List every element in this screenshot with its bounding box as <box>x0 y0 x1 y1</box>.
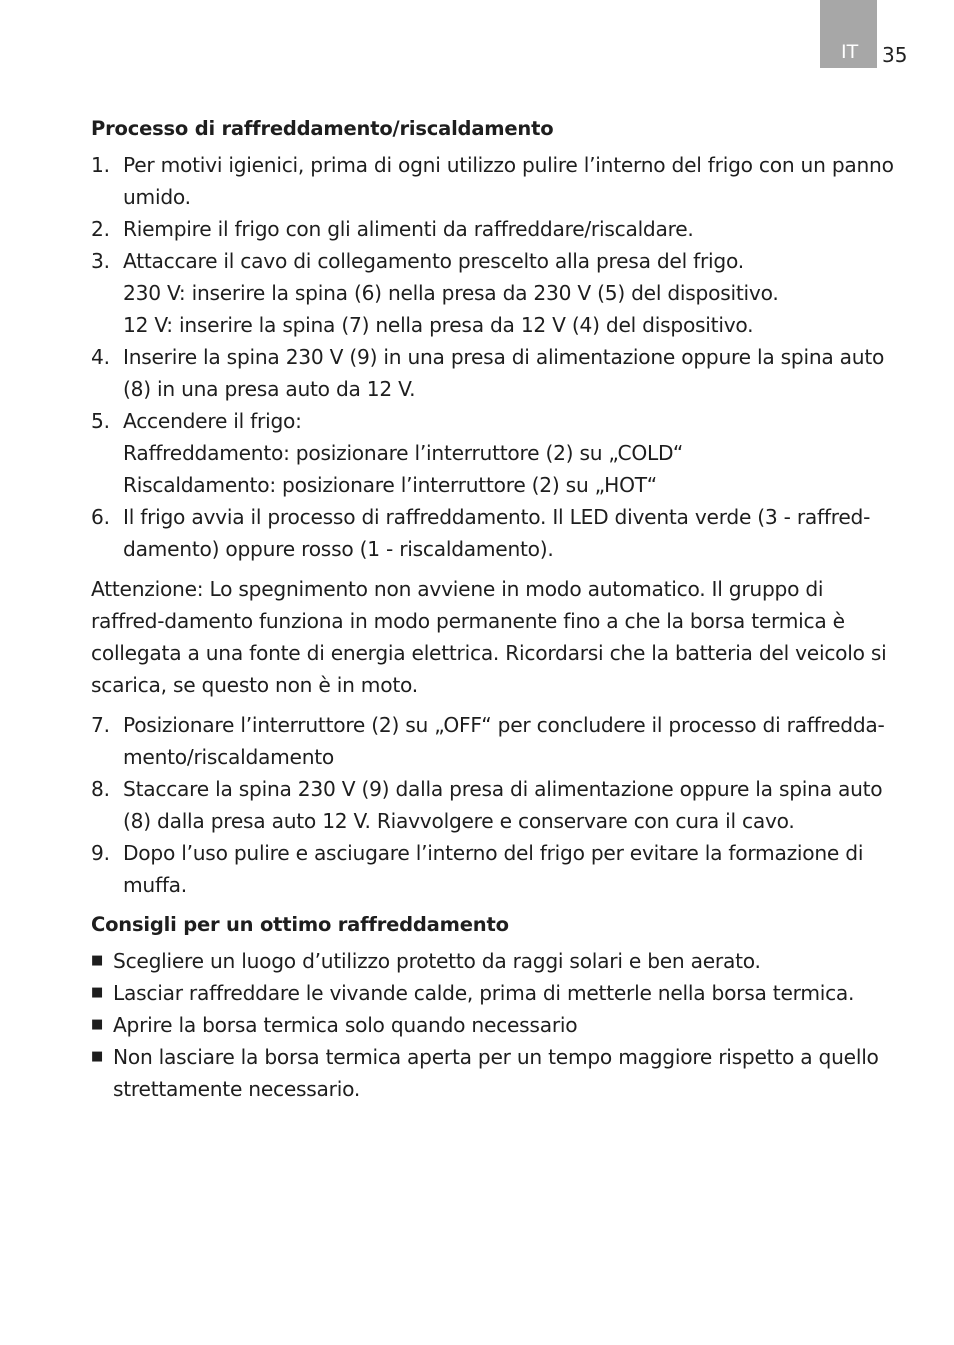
step-text: Posizionare l’interruttore (2) su „OFF“ per concludere il processo di raffredda-mento/riscaldamento <box>123 713 885 769</box>
tip-item <box>91 977 901 1009</box>
step-text: Il frigo avvia il processo di raffreddamento. Il LED diventa verde (3 - raffred-damento) oppure rosso (1 - riscaldamento). <box>123 505 871 561</box>
attention-note: Attenzione: Lo spegnimento non avviene in modo automatico. Il gruppo di raffred-damento funziona in modo permanente fino a che la borsa termica è collegata a una fonte di energia elettrica. Ricordarsi che la batteria del veicolo si scarica, se questo non è in moto. <box>91 577 887 697</box>
step-text: Attaccare il cavo di collegamento prescelto alla presa del frigo. <box>123 249 744 273</box>
step-9 <box>91 837 901 901</box>
page-content <box>91 113 901 1105</box>
step-number: 6. <box>91 505 110 529</box>
step-number: 9. <box>91 841 110 865</box>
step-5 <box>91 405 901 501</box>
tip-text: Scegliere un luogo d’utilizzo protetto da raggi solari e ben aerato. <box>113 949 761 973</box>
section-title-cooling-heating: Processo di raffreddamento/riscaldamento <box>91 117 554 140</box>
step-3 <box>91 245 901 341</box>
step-subline-hot: Riscaldamento: posizionare l’interruttore (2) su „HOT“ <box>123 473 658 497</box>
section-title-cooling-tips: Consigli per un ottimo raffreddamento <box>91 913 509 936</box>
square-bullet-icon: ■ <box>91 1017 104 1032</box>
steps-list-part-2 <box>91 709 901 901</box>
step-4 <box>91 341 901 405</box>
page-number: 35 <box>882 43 908 67</box>
step-number: 7. <box>91 713 110 737</box>
step-text: Dopo l’uso pulire e asciugare l’interno del frigo per evitare la formazione di muffa. <box>123 841 864 897</box>
step-number: 4. <box>91 345 110 369</box>
step-2 <box>91 213 901 245</box>
step-number: 5. <box>91 409 110 433</box>
square-bullet-icon: ■ <box>91 1049 104 1064</box>
language-label: IT <box>841 41 859 63</box>
language-tab <box>820 0 877 68</box>
tip-text: Aprire la borsa termica solo quando necessario <box>113 1013 578 1037</box>
tip-text: Lasciar raffreddare le vivande calde, prima di metterle nella borsa termica. <box>113 981 855 1005</box>
step-number: 2. <box>91 217 110 241</box>
step-text: Accendere il frigo: <box>123 409 302 433</box>
step-text: Inserire la spina 230 V (9) in una presa di alimentazione oppure la spina auto (8) in una presa auto da 12 V. <box>123 345 885 401</box>
step-text: Staccare la spina 230 V (9) dalla presa di alimentazione oppure la spina auto (8) dalla presa auto 12 V. Riavvolgere e conservare con cura il cavo. <box>123 777 883 833</box>
step-subline-230v: 230 V: inserire la spina (6) nella presa da 230 V (5) del dispositivo. <box>123 281 779 305</box>
step-subline-cold: Raffreddamento: posizionare l’interruttore (2) su „COLD“ <box>123 441 684 465</box>
steps-list-part-1 <box>91 149 901 565</box>
step-number: 3. <box>91 249 110 273</box>
square-bullet-icon: ■ <box>91 953 104 968</box>
step-subline-12v: 12 V: inserire la spina (7) nella presa da 12 V (4) del dispositivo. <box>123 313 754 337</box>
tip-item <box>91 945 901 977</box>
step-number: 8. <box>91 777 110 801</box>
step-6 <box>91 501 901 565</box>
step-8 <box>91 773 901 837</box>
tip-item <box>91 1041 901 1105</box>
step-number: 1. <box>91 153 110 177</box>
tips-list <box>91 945 901 1105</box>
step-text: Per motivi igienici, prima di ogni utilizzo pulire l’interno del frigo con un panno umido. <box>123 153 894 209</box>
step-7 <box>91 709 901 773</box>
step-1 <box>91 149 901 213</box>
square-bullet-icon: ■ <box>91 985 104 1000</box>
tip-text: Non lasciare la borsa termica aperta per un tempo maggiore rispetto a quello strettamente necessario. <box>113 1045 879 1101</box>
step-text: Riempire il frigo con gli alimenti da raffreddare/riscaldare. <box>123 217 694 241</box>
tip-item <box>91 1009 901 1041</box>
